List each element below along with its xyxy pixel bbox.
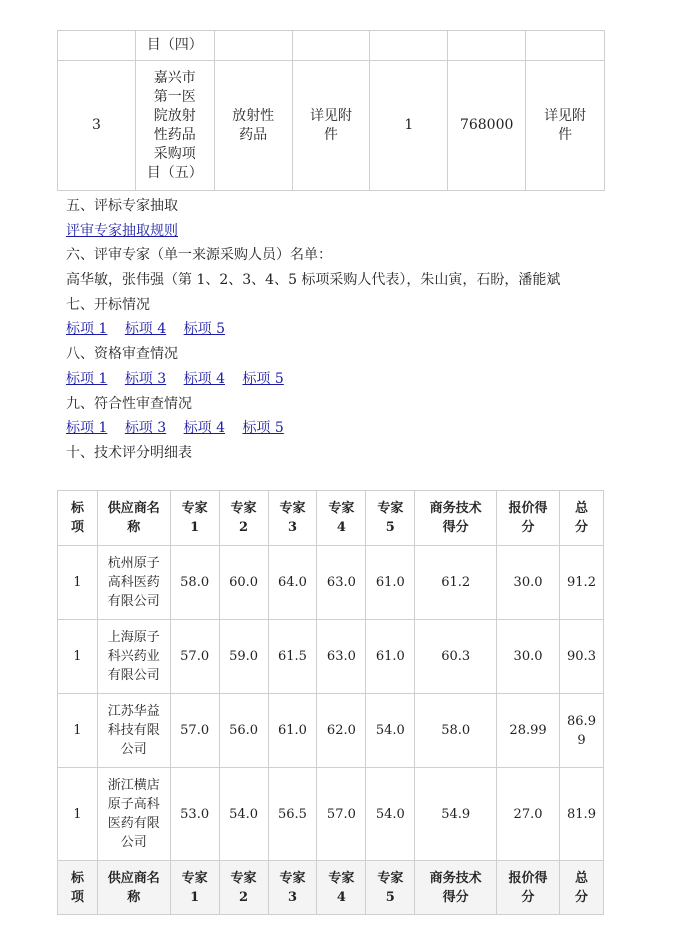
section-9-title: 九、符合性审查情况 <box>66 395 192 412</box>
expert-5-score: 61.0 <box>366 546 415 620</box>
header-line: 商务技术 <box>429 501 482 516</box>
price-score: 28.99 <box>497 694 560 768</box>
opening-lot-5-link[interactable]: 标项 5 <box>183 321 225 338</box>
expert-5-score: 54.0 <box>366 694 415 768</box>
supplier-line: 公司 <box>120 742 147 757</box>
header-line: 4 <box>336 889 346 905</box>
header-row <box>58 491 604 546</box>
header-line: 称 <box>127 889 141 905</box>
qty-cell: 1 <box>370 61 448 191</box>
header-expert-5 <box>366 491 415 546</box>
spec-line: 详见附 <box>309 107 352 124</box>
tech-score: 58.0 <box>415 694 497 768</box>
compliance-lot-4-link[interactable]: 标项 4 <box>183 420 225 437</box>
header-total <box>559 491 603 546</box>
lot-cell: 1 <box>58 694 98 768</box>
header-line: 专家 <box>279 870 306 886</box>
procurement-items-table <box>57 30 605 191</box>
expert-2-score: 54.0 <box>219 768 268 861</box>
supplier-line: 原子高科 <box>107 797 160 812</box>
header-line: 专家 <box>230 870 257 886</box>
header-line: 2 <box>239 889 249 905</box>
supplier-line: 杭州原子 <box>107 556 160 571</box>
header-line: 专家 <box>377 870 404 886</box>
header-line: 3 <box>287 889 297 905</box>
spec-line: 件 <box>323 126 338 143</box>
table-row <box>58 31 605 61</box>
header-line: 2 <box>239 520 249 535</box>
header-supplier <box>97 491 170 546</box>
header-line: 总 <box>574 870 588 886</box>
header-line: 5 <box>385 520 395 535</box>
opening-lot-1-link[interactable]: 标项 1 <box>66 321 108 338</box>
header-line: 专家 <box>328 870 355 886</box>
expert-1-score: 57.0 <box>170 620 219 694</box>
expert-2-score: 60.0 <box>219 546 268 620</box>
supplier-line: 有限公司 <box>107 594 160 609</box>
header-line: 专家 <box>230 501 257 516</box>
supplier-line: 江苏华益 <box>107 704 160 719</box>
footer-lot <box>58 861 98 915</box>
supplier-line: 科兴药业 <box>107 649 160 664</box>
header-line: 分 <box>574 520 588 535</box>
supplier-line: 医药有限 <box>107 816 160 831</box>
footer-expert-5 <box>366 861 415 915</box>
opening-lot-4-link[interactable]: 标项 4 <box>124 321 167 338</box>
expert-1-score: 57.0 <box>170 694 219 768</box>
remark-cell <box>526 61 605 191</box>
expert-4-score: 57.0 <box>317 768 366 861</box>
header-line: 分 <box>521 520 535 535</box>
expert-3-score: 56.5 <box>268 768 317 861</box>
tech-score: 60.3 <box>415 620 497 694</box>
header-line: 得分 <box>442 889 469 905</box>
project-name-line: 院放射 <box>153 107 196 124</box>
header-line: 得分 <box>442 520 469 535</box>
header-line: 4 <box>336 520 346 535</box>
footer-header-row <box>58 861 604 915</box>
lot-cell: 1 <box>58 546 98 620</box>
header-line: 商务技术 <box>429 870 482 886</box>
footer-expert-3 <box>268 861 317 915</box>
section-7-links <box>66 317 626 342</box>
header-line: 1 <box>190 520 200 535</box>
remark-line: 详见附 <box>544 107 587 124</box>
category-cell <box>214 31 292 61</box>
price-score: 30.0 <box>497 620 560 694</box>
section-10-title: 十、技术评分明细表 <box>66 444 192 461</box>
header-line: 项 <box>70 520 84 535</box>
supplier-line: 上海原子 <box>107 630 160 645</box>
total-score <box>559 694 603 768</box>
header-line: 报价得 <box>508 501 548 516</box>
supplier-line: 公司 <box>120 835 147 850</box>
amount-cell <box>448 31 526 61</box>
header-line: 标 <box>70 870 84 886</box>
lot-cell: 1 <box>58 620 98 694</box>
section-5-title: 五、评标专家抽取 <box>66 198 178 214</box>
expert-4-score: 63.0 <box>317 546 366 620</box>
header-line: 专家 <box>377 501 404 516</box>
supplier-cell <box>97 694 170 768</box>
category-line: 放射性 <box>232 107 275 124</box>
supplier-cell <box>97 620 170 694</box>
project-name-cell <box>135 61 214 191</box>
project-name-line: 嘉兴市 <box>153 69 196 86</box>
header-expert-3 <box>268 491 317 546</box>
compliance-lot-3-link[interactable]: 标项 3 <box>124 420 167 437</box>
table-row <box>58 620 604 694</box>
expert-3-score: 64.0 <box>268 546 317 620</box>
expert-2-score: 59.0 <box>219 620 268 694</box>
table-row <box>58 61 605 191</box>
total-score <box>559 768 603 861</box>
tech-score: 61.2 <box>415 546 497 620</box>
header-line: 总 <box>574 501 588 516</box>
section-6-title: 六、评审专家（单一来源采购人员）名单： <box>66 247 332 264</box>
expert-2-score: 56.0 <box>219 694 268 768</box>
project-name-cell <box>135 31 214 61</box>
supplier-line: 高科医药 <box>107 575 160 590</box>
supplier-cell <box>97 768 170 861</box>
total-line: 81.9 <box>567 806 596 822</box>
footer-price-score <box>497 861 560 915</box>
compliance-lot-5-link[interactable]: 标项 5 <box>242 420 284 437</box>
header-line: 专家 <box>279 501 306 516</box>
qualification-lot-1-link[interactable]: 标项 1 <box>66 370 108 387</box>
header-line: 1 <box>190 889 200 905</box>
header-tech-score <box>415 491 497 546</box>
total-line: 9 <box>577 732 586 748</box>
remark-line: 件 <box>558 126 573 143</box>
project-name-line: 目（五） <box>146 164 203 181</box>
project-name-line: 第一医 <box>153 88 196 105</box>
footer-total <box>559 861 603 915</box>
qualification-lot-3-link[interactable]: 标项 3 <box>124 370 167 387</box>
table-row <box>58 546 604 620</box>
qualification-lot-4-link[interactable]: 标项 4 <box>183 370 225 387</box>
header-line: 报价得 <box>508 870 548 886</box>
section-8-title: 八、资格审查情况 <box>66 346 178 363</box>
price-score: 30.0 <box>497 546 560 620</box>
spec-cell <box>292 61 370 191</box>
header-lot <box>58 491 98 546</box>
technical-score-table <box>57 490 604 915</box>
footer-expert-2 <box>219 861 268 915</box>
section-6-names: 高华敏，张伟强（第 1、2、3、4、5 标项采购人代表），朱山寅，石盼，潘能斌 <box>66 272 561 289</box>
header-line: 项 <box>70 889 84 905</box>
announcement-sections <box>66 194 626 466</box>
section-8-links <box>66 367 626 392</box>
amount-cell: 768000 <box>448 61 526 191</box>
section-9-links <box>66 416 626 441</box>
footer-supplier <box>97 861 170 915</box>
footer-expert-4 <box>317 861 366 915</box>
expert-1-score: 58.0 <box>170 546 219 620</box>
spec-cell <box>292 31 370 61</box>
qty-cell <box>370 31 448 61</box>
table-row <box>58 694 604 768</box>
index-cell: 3 <box>58 61 136 191</box>
header-line: 标 <box>70 501 84 516</box>
category-line: 药品 <box>239 126 268 143</box>
header-line: 分 <box>521 889 535 905</box>
header-line: 称 <box>127 520 141 535</box>
header-expert-2 <box>219 491 268 546</box>
header-line: 专家 <box>181 870 208 886</box>
header-line: 专家 <box>328 501 355 516</box>
expert-3-score: 61.5 <box>268 620 317 694</box>
total-score <box>559 546 603 620</box>
header-line: 专家 <box>181 501 208 516</box>
total-line: 91.2 <box>567 575 596 590</box>
supplier-cell <box>97 546 170 620</box>
lot-cell: 1 <box>58 768 98 861</box>
category-cell <box>214 61 292 191</box>
header-line: 供应商名 <box>107 870 160 886</box>
project-name-text: 目（四） <box>146 37 203 53</box>
expert-selection-rules-link[interactable]: 评审专家抽取规则 <box>66 222 178 239</box>
header-line: 分 <box>574 889 588 905</box>
header-line: 3 <box>287 520 297 535</box>
total-line: 90.3 <box>567 649 596 664</box>
expert-5-score: 54.0 <box>366 768 415 861</box>
expert-5-score: 61.0 <box>366 620 415 694</box>
table-row <box>58 768 604 861</box>
section-5-link-row <box>66 219 626 244</box>
header-line: 5 <box>385 889 395 905</box>
supplier-line: 浙江横店 <box>107 778 160 793</box>
header-price-score <box>497 491 560 546</box>
qualification-lot-5-link[interactable]: 标项 5 <box>242 370 284 387</box>
remark-cell <box>526 31 605 61</box>
supplier-line: 有限公司 <box>107 668 160 683</box>
expert-4-score: 63.0 <box>317 620 366 694</box>
footer-tech-score <box>415 861 497 915</box>
expert-4-score: 62.0 <box>317 694 366 768</box>
header-line: 供应商名 <box>107 501 160 516</box>
header-expert-4 <box>317 491 366 546</box>
price-score: 27.0 <box>497 768 560 861</box>
supplier-line: 科技有限 <box>107 723 160 738</box>
total-line: 86.9 <box>567 713 596 729</box>
total-score <box>559 620 603 694</box>
header-expert-1 <box>170 491 219 546</box>
tech-score: 54.9 <box>415 768 497 861</box>
expert-3-score: 61.0 <box>268 694 317 768</box>
section-7-title: 七、开标情况 <box>66 296 150 313</box>
project-name-line: 性药品 <box>153 126 196 143</box>
index-cell <box>58 31 136 61</box>
expert-1-score: 53.0 <box>170 768 219 861</box>
project-name-line: 采购项 <box>153 145 196 162</box>
compliance-lot-1-link[interactable]: 标项 1 <box>66 420 108 437</box>
footer-expert-1 <box>170 861 219 915</box>
